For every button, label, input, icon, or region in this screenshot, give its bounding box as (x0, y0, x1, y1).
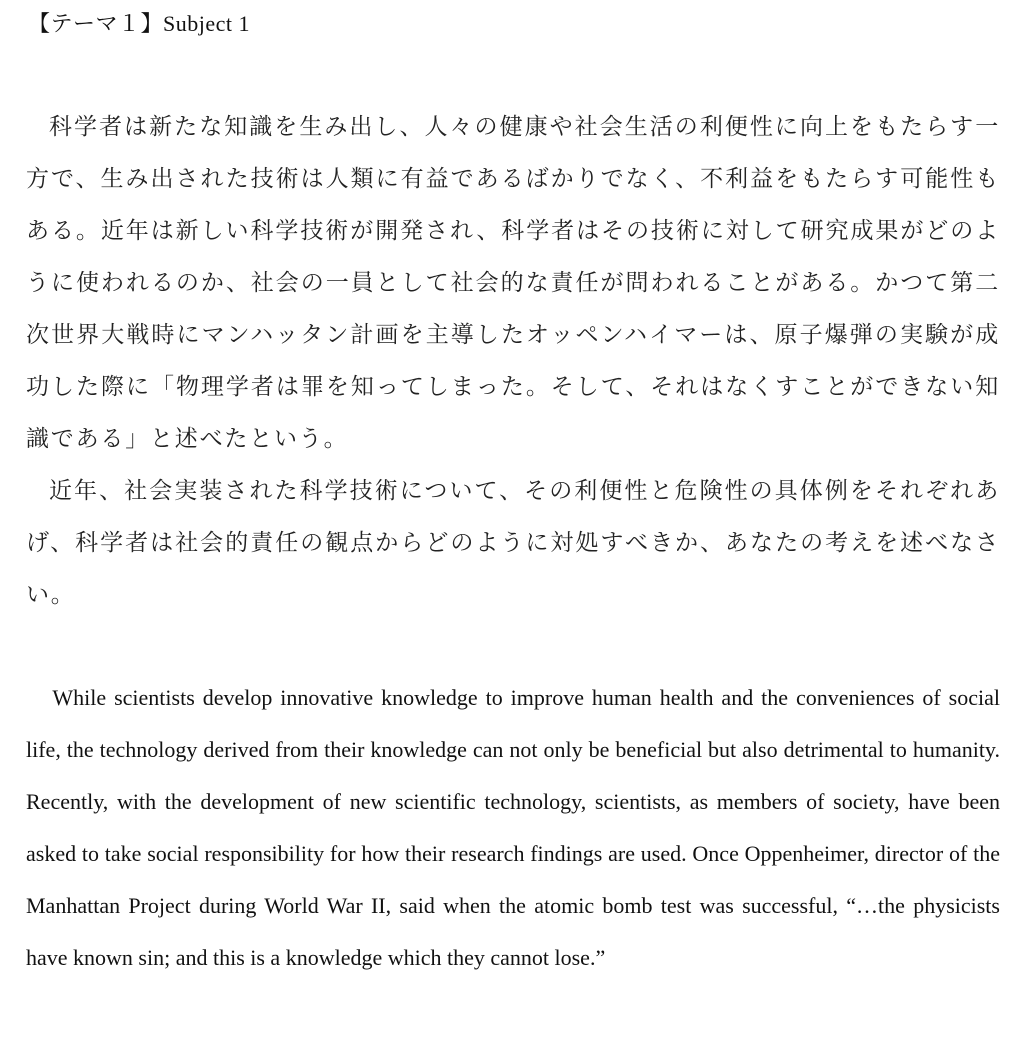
english-prompt (26, 672, 1000, 984)
subject-heading: 【テーマ１】Subject 1 (28, 11, 250, 36)
japanese-paragraph-2: 近年、社会実装された科学技術について、その利便性と危険性の具体例をそれぞれあげ、科学者は社会的責任の観点からどのように対処すべきか、あなたの考えを述べなさい。 (26, 478, 1000, 608)
japanese-prompt (26, 101, 1000, 621)
japanese-paragraph-1: 科学者は新たな知識を生み出し、人々の健康や社会生活の利便性に向上をもたらす一方で、生み出された技術は人類に有益であるばかりでなく、不利益をもたらす可能性もある。近年は新しい科学技術が開発され、科学者はその技術に対して研究成果がどのように使われるのか、社会の一員として社会的な責任が問われることがある。かつて第二次世界大戦時にマンハッタン計画を主導したオッペンハイマーは、原子爆弾の実験が成功した際に「物理学者は罪を知ってしまった。そして、それはなくすことができない知識である」と述べたという。 (26, 114, 1000, 452)
english-paragraph-1: While scientists develop innovative knowledge to improve human health and the conveniences of social life, the technology derived from their knowledge can not only be beneficial but also detrimental to humanity. Recently, with the development of new scientific technology, scientists, as members of society, have been asked to take social responsibility for how their research findings are used. Once Oppenheimer, director of the Manhattan Project during World War II, said when the atomic bomb test was successful, “…the physicists have known sin; and this is a knowledge which they cannot lose.” (26, 685, 1000, 970)
